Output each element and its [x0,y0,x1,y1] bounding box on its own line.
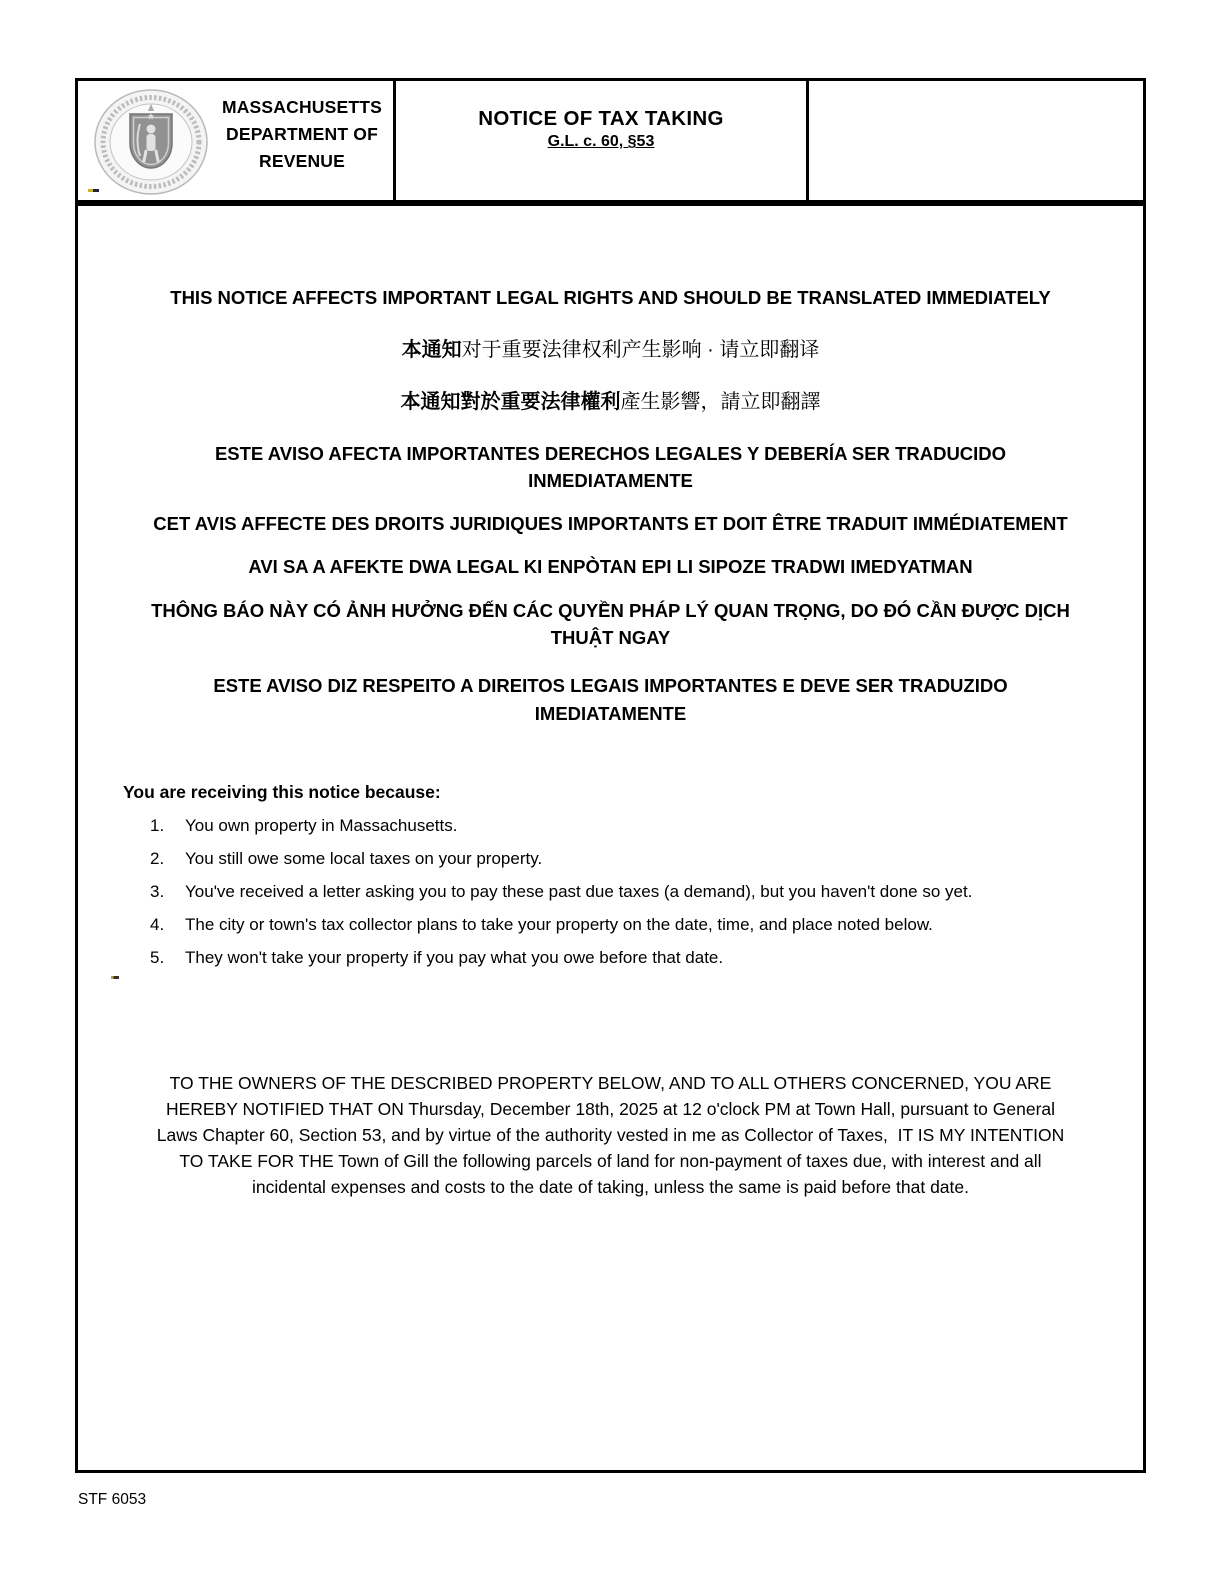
form-title: NOTICE OF TAX TAKING [478,107,724,130]
translation-chinese-simplified [78,336,1143,364]
scan-artifact-dash [88,189,99,192]
statute-citation: G.L. c. 60, §53 [547,133,655,150]
reasons-intro: You are receiving this notice because: [123,782,441,802]
form-header [75,78,1146,203]
reason-number: 2. [150,849,165,868]
reason-item [150,911,1103,938]
translation-vietnamese [78,597,1143,651]
translation-bold-prefix: 本通知對於重要法律權利 [400,391,621,413]
reason-number: 1. [150,816,165,835]
scan-artifact-dash [111,976,119,979]
translation-line: IMEDIATAMENTE [534,703,687,724]
agency-name [211,81,393,175]
reason-item [150,845,1103,872]
header-title-cell [396,81,809,200]
reason-text: You've received a letter asking you to pay these past due taxes (a demand), but you haven't done so yet. [185,882,973,901]
agency-line: MASSACHUSETTS [221,97,383,117]
reason-text: The city or town's tax collector plans to take your property on the date, time, and place noted below. [185,915,933,934]
header-blank-cell [809,81,1143,200]
reason-item [150,944,1103,971]
massachusetts-state-seal-icon [91,88,211,196]
translation-portuguese [78,672,1143,727]
translation-line: INMEDIATAMENTE [528,470,693,491]
declaration-line: HEREBY NOTIFIED THAT ON Thursday, December 18th, 2025 at 12 o'clock PM at Town Hall, pursuant to General [165,1099,1056,1119]
translation-text: 產生影響，請立即翻譯 [620,391,821,413]
translation-spanish [78,440,1143,494]
translation-line: ESTE AVISO DIZ RESPEITO A DIREITOS LEGAIS IMPORTANTES E DEVE SER TRADUZIDO [213,675,1008,696]
translation-line: THÔNG BÁO NÀY CÓ ẢNH HƯỞNG ĐẾN CÁC QUYỀN PHÁP LÝ QUAN TRỌNG, DO ĐÓ CẦN ĐƯỢC DỊCH [151,600,1070,621]
form-code: STF 6053 [78,1491,147,1508]
declaration-line: Laws Chapter 60, Section 53, and by virtue of the authority vested in me as Collector of Taxes, IT IS MY INTENTION [156,1125,1065,1145]
translation-chinese-traditional [78,388,1143,416]
declaration-paragraph [78,1070,1143,1200]
translation-line: ESTE AVISO AFECTA IMPORTANTES DERECHOS LEGALES Y DEBERÍA SER TRADUCIDO [214,443,1007,464]
declaration-line: incidental expenses and costs to the date of taking, unless the same is paid before that date. [252,1177,969,1197]
agency-line: REVENUE [258,151,345,171]
translation-haitian-creole: AVI SA A AFEKTE DWA LEGAL KI ENPÒTAN EPI LI SIPOZE TRADWI IMEDYATMAN [248,556,973,577]
reason-number: 4. [150,915,165,934]
translation-text: 对于重要法律权利产生影响 · 请立即翻译 [461,339,820,361]
agency-line: DEPARTMENT OF [226,124,378,144]
reason-item [150,812,1103,839]
declaration-line: TO TAKE FOR THE Town of Gill the following parcels of land for non-payment of taxes due, with interest and all [179,1151,1042,1171]
reasons-section [123,779,1103,971]
reason-item [150,878,1103,905]
header-agency-cell [78,81,396,200]
translation-bold-prefix: 本通知 [401,339,462,361]
reason-number: 5. [150,948,165,967]
notice-body [75,203,1146,1473]
reason-text: They won't take your property if you pay what you owe before that date. [185,948,724,967]
heading-english: THIS NOTICE AFFECTS IMPORTANT LEGAL RIGHTS AND SHOULD BE TRANSLATED IMMEDIATELY [170,287,1051,308]
reason-number: 3. [150,882,165,901]
reason-text: You still owe some local taxes on your property. [185,849,543,868]
translation-line: THUẬT NGAY [550,627,671,648]
translation-french: CET AVIS AFFECTE DES DROITS JURIDIQUES IMPORTANTS ET DOIT ÊTRE TRADUIT IMMÉDIATEMENT [153,513,1068,534]
reason-text: You own property in Massachusetts. [185,816,458,835]
declaration-line: TO THE OWNERS OF THE DESCRIBED PROPERTY BELOW, AND TO ALL OTHERS CONCERNED, YOU ARE [169,1073,1052,1093]
